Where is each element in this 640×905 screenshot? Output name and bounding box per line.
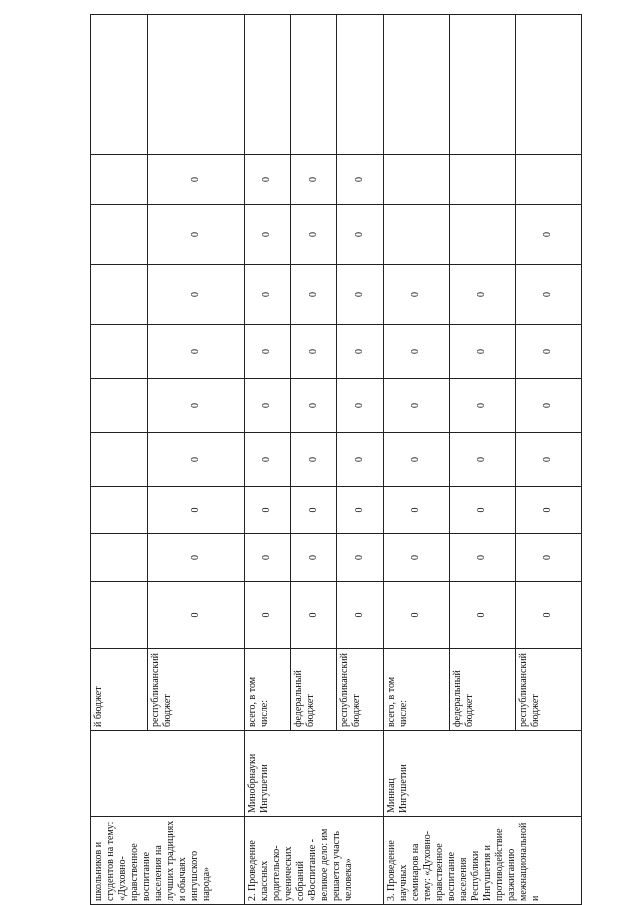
value-cell: 0 <box>337 433 383 487</box>
value-cell: 0 <box>244 534 290 582</box>
value-cell <box>91 15 148 155</box>
funding-source-cell: всего, в том числе: <box>383 649 449 731</box>
value-cell: 0 <box>244 155 290 205</box>
value-cell <box>383 205 449 265</box>
rotated-table-container <box>90 15 582 905</box>
value-cell <box>91 487 148 534</box>
funding-source-cell: республиканский бюджет <box>337 649 383 731</box>
value-cell: 0 <box>147 433 244 487</box>
value-cell: 0 <box>291 205 337 265</box>
value-cell <box>449 155 515 205</box>
value-cell: 0 <box>244 265 290 325</box>
value-cell: 0 <box>449 265 515 325</box>
value-cell <box>91 325 148 379</box>
value-cell: 0 <box>515 379 581 433</box>
value-cell: 0 <box>244 205 290 265</box>
value-cell: 0 <box>147 155 244 205</box>
value-cell: 0 <box>515 325 581 379</box>
value-cell <box>91 265 148 325</box>
executor-cell <box>91 731 245 817</box>
value-cell: 0 <box>515 205 581 265</box>
value-cell: 0 <box>244 379 290 433</box>
value-cell <box>91 582 148 649</box>
value-cell: 0 <box>383 379 449 433</box>
value-cell <box>291 15 337 155</box>
value-cell: 0 <box>383 325 449 379</box>
value-cell: 0 <box>147 205 244 265</box>
value-cell: 0 <box>147 582 244 649</box>
value-cell: 0 <box>337 325 383 379</box>
value-cell: 0 <box>337 155 383 205</box>
funding-source-cell: всего, в том числе: <box>244 649 290 731</box>
value-cell <box>449 205 515 265</box>
value-cell: 0 <box>291 582 337 649</box>
executor-cell: Миннац Ингушетии <box>383 731 581 817</box>
table-row <box>91 15 148 905</box>
value-cell <box>383 155 449 205</box>
value-cell: 0 <box>337 265 383 325</box>
value-cell: 0 <box>291 487 337 534</box>
value-cell: 0 <box>244 325 290 379</box>
funding-source-cell: й бюджет <box>91 649 148 731</box>
value-cell: 0 <box>291 379 337 433</box>
funding-source-cell: федеральный бюджет <box>291 649 337 731</box>
value-cell: 0 <box>337 205 383 265</box>
value-cell <box>91 155 148 205</box>
value-cell: 0 <box>337 582 383 649</box>
value-cell: 0 <box>337 534 383 582</box>
value-cell: 0 <box>244 433 290 487</box>
value-cell: 0 <box>337 487 383 534</box>
value-cell <box>147 15 244 155</box>
executor-cell: Минобрнауки Ингушетии <box>244 731 383 817</box>
value-cell <box>383 15 449 155</box>
value-cell: 0 <box>147 487 244 534</box>
value-cell: 0 <box>147 265 244 325</box>
value-cell: 0 <box>291 325 337 379</box>
value-cell: 0 <box>383 265 449 325</box>
value-cell <box>91 379 148 433</box>
value-cell: 0 <box>291 534 337 582</box>
value-cell: 0 <box>449 379 515 433</box>
value-cell <box>244 15 290 155</box>
value-cell: 0 <box>244 582 290 649</box>
funding-source-cell: республиканский бюджет <box>147 649 244 731</box>
value-cell <box>449 15 515 155</box>
measure-cell: школьников и студентов на тему: «Духовно-нравственное воспитание населения на лучших традициях и обычаях ингушского народа» <box>91 817 245 905</box>
value-cell: 0 <box>147 325 244 379</box>
measure-cell: 3. Проведение научных семинаров на тему: «Духовно-нравственное воспитание населения Республики Ингушетия и противодействие разжиганию межнациональной и <box>383 817 581 905</box>
value-cell: 0 <box>449 325 515 379</box>
value-cell: 0 <box>383 433 449 487</box>
value-cell: 0 <box>147 379 244 433</box>
value-cell: 0 <box>515 487 581 534</box>
measure-cell: 2. Проведение классных родительско-ученических собраний «Воспитание - великое дело: им решается участь человека» <box>244 817 383 905</box>
table-row <box>383 15 449 905</box>
value-cell: 0 <box>383 534 449 582</box>
funding-source-cell: республиканский бюджет <box>515 649 581 731</box>
value-cell: 0 <box>291 265 337 325</box>
value-cell: 0 <box>515 582 581 649</box>
value-cell: 0 <box>291 155 337 205</box>
value-cell: 0 <box>337 379 383 433</box>
table-row <box>244 15 290 905</box>
value-cell: 0 <box>449 487 515 534</box>
value-cell <box>91 433 148 487</box>
value-cell: 0 <box>515 433 581 487</box>
value-cell: 0 <box>449 582 515 649</box>
value-cell <box>515 155 581 205</box>
value-cell <box>337 15 383 155</box>
value-cell <box>91 205 148 265</box>
funding-source-cell: федеральный бюджет <box>449 649 515 731</box>
value-cell: 0 <box>244 487 290 534</box>
value-cell: 0 <box>291 433 337 487</box>
value-cell: 0 <box>147 534 244 582</box>
program-table <box>90 14 582 905</box>
value-cell: 0 <box>383 487 449 534</box>
value-cell: 0 <box>383 582 449 649</box>
value-cell: 0 <box>515 265 581 325</box>
value-cell <box>91 534 148 582</box>
value-cell: 0 <box>515 534 581 582</box>
value-cell: 0 <box>449 433 515 487</box>
value-cell: 0 <box>449 534 515 582</box>
value-cell <box>515 15 581 155</box>
